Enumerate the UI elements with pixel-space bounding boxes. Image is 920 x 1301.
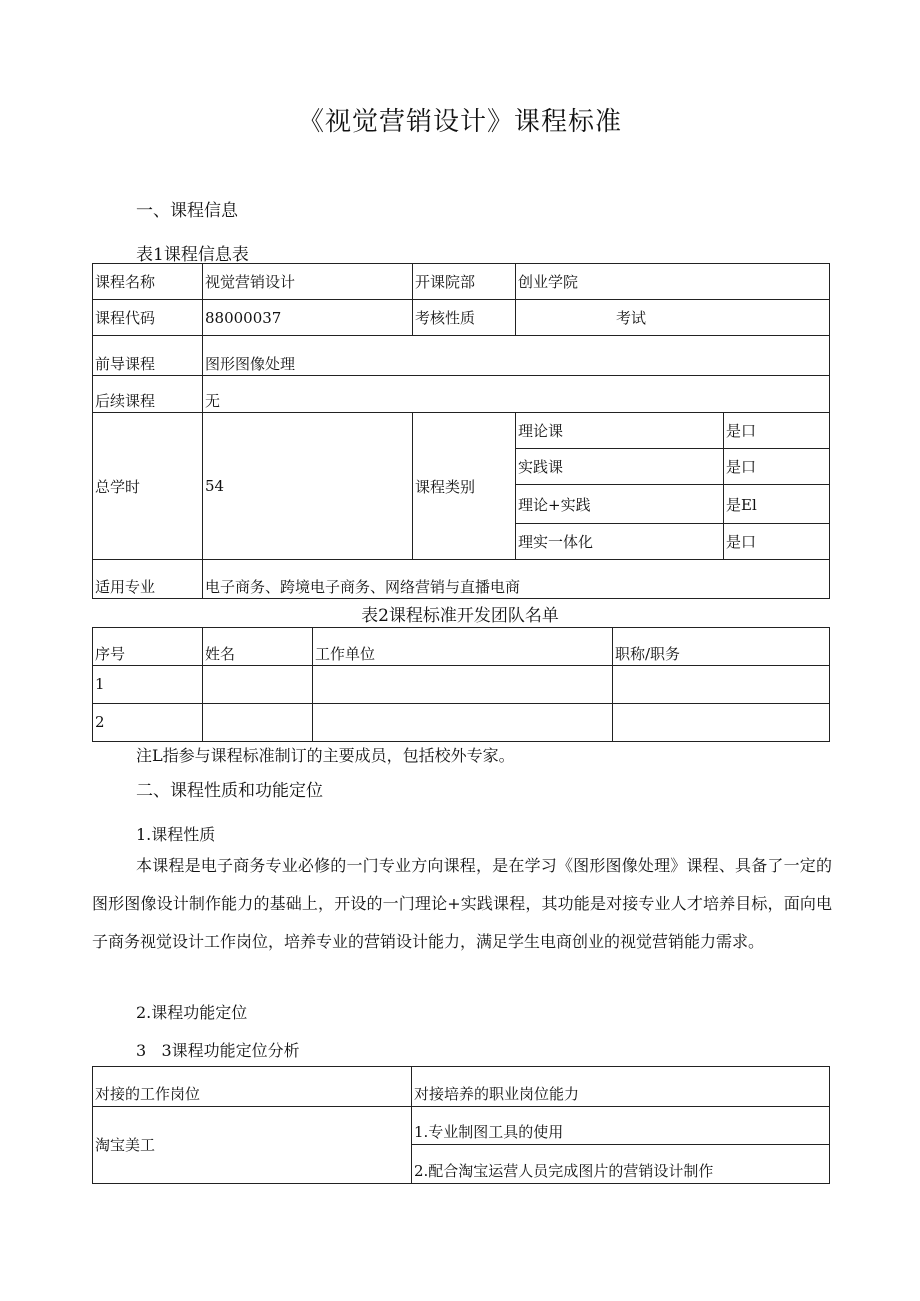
page-title: 《视觉营销设计》课程标准 [297, 107, 622, 137]
column-header: 姓名 [203, 628, 313, 666]
category-name: 理实一体化 [516, 524, 724, 560]
subsection-course-nature: 1.课程性质 [136, 825, 216, 844]
majors-label: 适用专业 [93, 560, 203, 599]
subsection-function-analysis: 3 3课程功能定位分析 [136, 1041, 300, 1060]
function-table [92, 1066, 830, 1184]
table-caption-team: 表2课程标准开发团队名单 [361, 606, 559, 626]
table-cell [613, 666, 830, 704]
course-info-table [92, 263, 830, 599]
table-row [93, 336, 830, 376]
assessment-value: 考试 [516, 300, 830, 336]
table-row [93, 666, 830, 704]
category-value: 是口 [724, 524, 830, 560]
row-number: 2 [93, 704, 203, 742]
table-row [93, 376, 830, 413]
majors-value: 电子商务、跨境电子商务、网络营销与直播电商 [203, 560, 830, 599]
course-name-value: 视觉营销设计 [203, 264, 413, 300]
ability-item: 2.配合淘宝运营人员完成图片的营销设计制作 [412, 1145, 830, 1184]
job-position: 淘宝美工 [93, 1107, 412, 1184]
table-row [93, 1107, 830, 1145]
department-value: 创业学院 [516, 264, 830, 300]
table-cell [203, 704, 313, 742]
column-header: 序号 [93, 628, 203, 666]
category-value: 是口 [724, 413, 830, 449]
section-heading-nature: 二、课程性质和功能定位 [136, 781, 323, 801]
prerequisite-label: 前导课程 [93, 336, 203, 376]
table-header-row [93, 628, 830, 666]
table-cell [313, 666, 613, 704]
category-name: 理论+实践 [516, 485, 724, 524]
category-value: 是El [724, 485, 830, 524]
hours-label: 总学时 [93, 413, 203, 560]
category-value: 是口 [724, 449, 830, 485]
column-header: 对接培养的职业岗位能力 [412, 1067, 830, 1107]
table-caption-info: 表1课程信息表 [136, 245, 249, 265]
course-name-label: 课程名称 [93, 264, 203, 300]
column-header: 工作单位 [313, 628, 613, 666]
column-header: 对接的工作岗位 [93, 1067, 412, 1107]
assessment-label: 考核性质 [413, 300, 516, 336]
course-nature-paragraph: 本课程是电子商务专业必修的一门专业方向课程，是在学习《图形图像处理》课程、具备了一定的图形图像设计制作能力的基础上，开设的一门理论+实践课程，其功能是对接专业人才培养目标，面向电子商务视觉设计工作岗位，培养专业的营销设计能力，满足学生电商创业的视觉营销能力需求。 [92, 856, 832, 951]
course-code-label: 课程代码 [93, 300, 203, 336]
following-label: 后续课程 [93, 376, 203, 413]
table-cell [203, 666, 313, 704]
team-table [92, 627, 830, 742]
prerequisite-value: 图形图像处理 [203, 336, 830, 376]
table-row [93, 264, 830, 300]
team-note: 注L指参与课程标准制订的主要成员，包括校外专家。 [136, 746, 515, 765]
category-label: 课程类别 [413, 413, 516, 560]
table-row [93, 300, 830, 336]
category-name: 理论课 [516, 413, 724, 449]
hours-value: 54 [203, 413, 413, 560]
following-value: 无 [203, 376, 830, 413]
column-header: 职称/职务 [613, 628, 830, 666]
section-heading-course-info: 一、课程信息 [136, 201, 238, 221]
table-row [93, 413, 830, 449]
table-row [93, 704, 830, 742]
table-cell [613, 704, 830, 742]
table-cell [313, 704, 613, 742]
table-header-row [93, 1067, 830, 1107]
category-name: 实践课 [516, 449, 724, 485]
department-label: 开课院部 [413, 264, 516, 300]
row-number: 1 [93, 666, 203, 704]
ability-item: 1.专业制图工具的使用 [412, 1107, 830, 1145]
course-code-value: 88000037 [203, 300, 413, 336]
subsection-function: 2.课程功能定位 [136, 1003, 248, 1022]
table-row [93, 560, 830, 599]
